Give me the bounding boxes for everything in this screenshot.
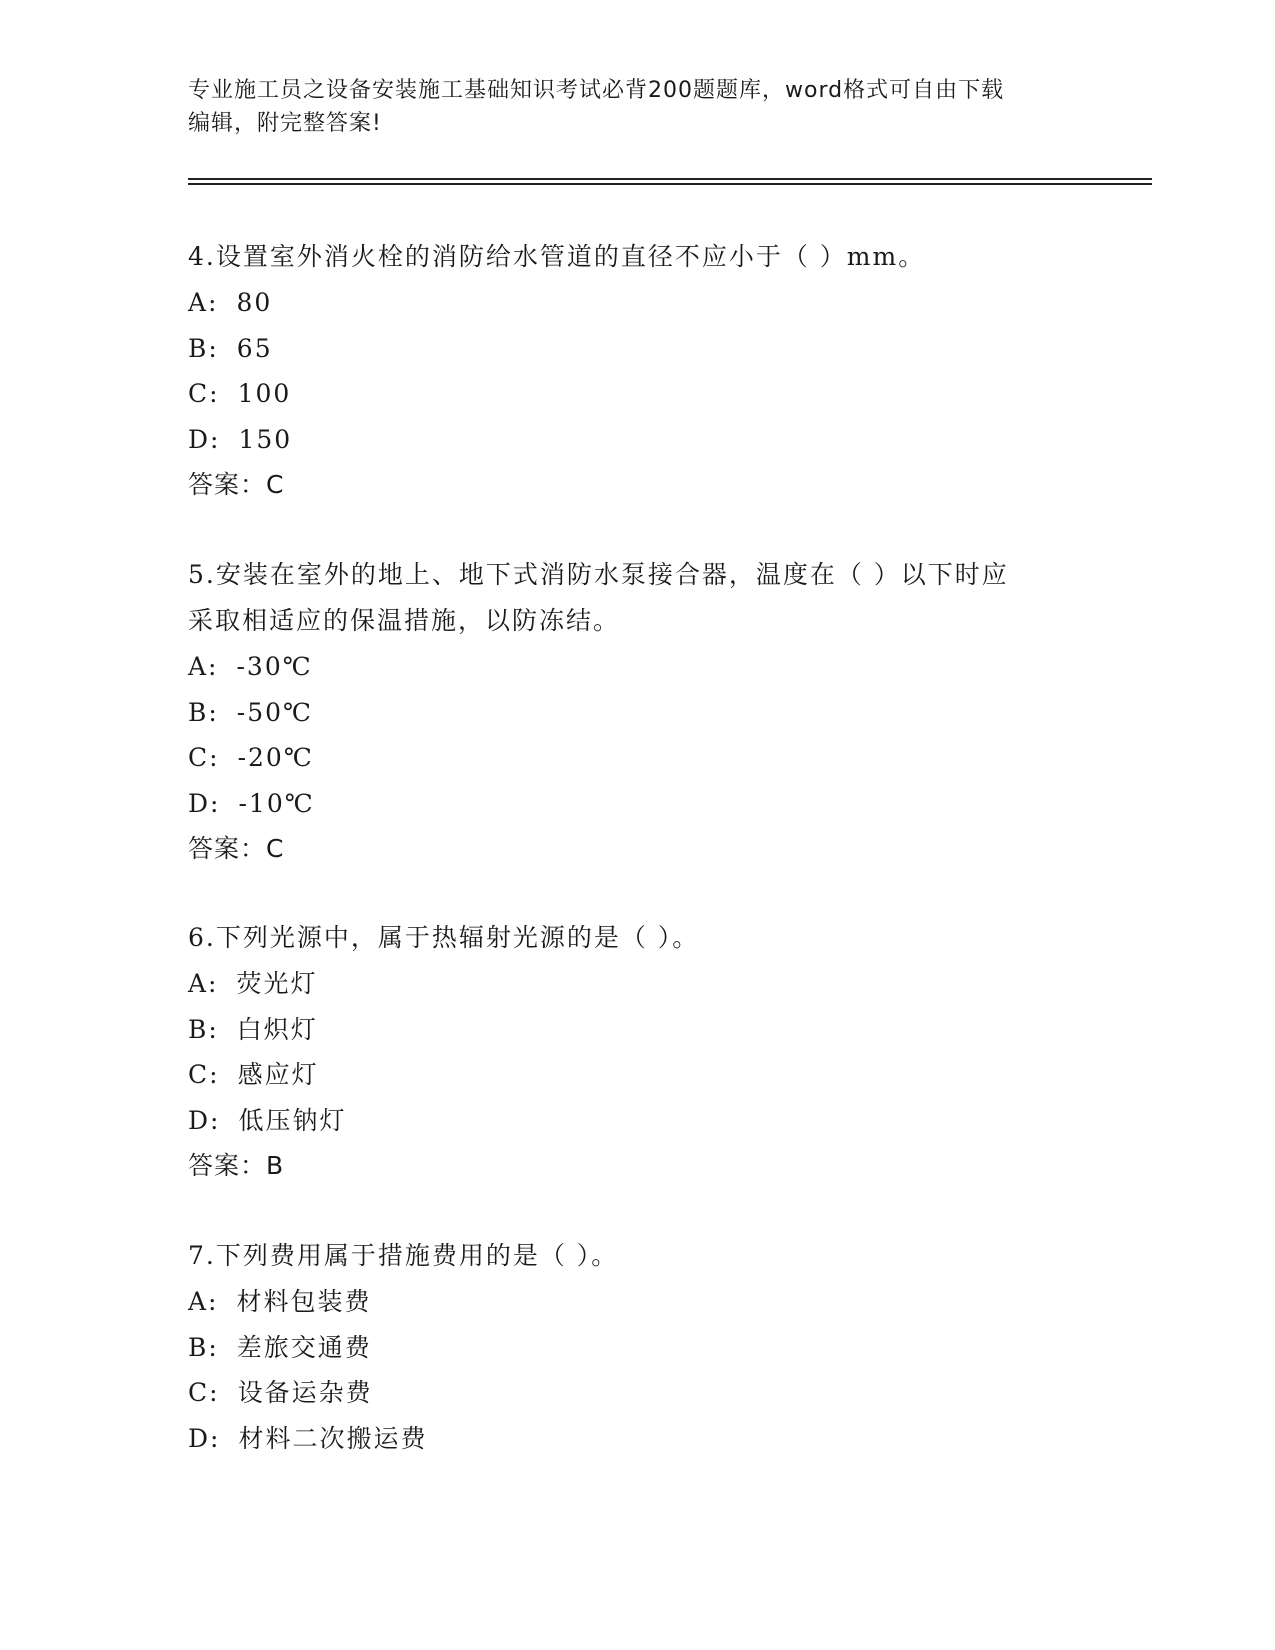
option-key: D:	[188, 1423, 221, 1453]
option-b	[188, 1325, 1088, 1371]
option-text: -30℃	[236, 652, 313, 681]
option-c	[188, 371, 1088, 417]
option-key: D:	[188, 1105, 221, 1135]
option-a	[188, 280, 1088, 326]
option-key: D:	[188, 424, 221, 454]
option-d	[188, 417, 1088, 463]
option-text: 65	[236, 333, 273, 363]
option-key: B:	[188, 1332, 219, 1362]
option-a	[188, 644, 1088, 690]
option-a	[188, 961, 1088, 1007]
option-text: 设备运杂费	[237, 1378, 373, 1407]
option-key: A:	[188, 288, 219, 317]
option-key: B:	[188, 1014, 219, 1044]
option-text: -50℃	[236, 697, 314, 727]
option-key: D:	[188, 788, 221, 818]
option-key: C:	[188, 1378, 220, 1407]
option-key: C:	[188, 743, 220, 772]
option-text: 材料包装费	[236, 1287, 372, 1316]
option-key: B:	[188, 333, 219, 363]
answer-line: 答案：B	[188, 1151, 285, 1180]
question-stem: 6.下列光源中，属于热辐射光源的是（ ）。	[188, 923, 700, 952]
option-text: 100	[237, 379, 292, 408]
question-stem-line-1: 5.安装在室外的地上、地下式消防水泵接合器，温度在（ ）以下时应	[188, 560, 1009, 589]
option-text: 差旅交通费	[236, 1332, 372, 1362]
option-key: A:	[188, 969, 219, 998]
option-text: -10℃	[238, 788, 315, 818]
question-stem: 7.下列费用属于措施费用的是（ ）。	[188, 1241, 619, 1270]
option-key: B:	[188, 697, 219, 727]
option-d	[188, 1416, 1088, 1462]
option-text: 150	[238, 424, 293, 454]
option-c	[188, 1370, 1088, 1416]
option-text: 白炽灯	[236, 1014, 318, 1044]
question-7	[188, 1233, 1088, 1461]
option-d	[188, 781, 1088, 827]
option-text: 荧光灯	[236, 969, 318, 998]
document-header	[188, 74, 1088, 140]
option-a	[188, 1279, 1088, 1325]
header-title-line-1: 专业施工员之设备安装施工基础知识考试必背200题题库，word格式可自由下载	[188, 78, 1005, 103]
header-title-line-2: 编辑，附完整答案!	[188, 111, 382, 136]
option-b	[188, 1007, 1088, 1053]
question-5	[188, 552, 1088, 872]
option-text: 低压钠灯	[238, 1105, 347, 1135]
question-4	[188, 234, 1088, 508]
option-key: C:	[188, 1060, 220, 1089]
header-divider-bottom	[188, 183, 1152, 185]
option-key: C:	[188, 379, 220, 408]
question-6	[188, 915, 1088, 1189]
answer-line: 答案：C	[188, 834, 285, 863]
option-b	[188, 326, 1088, 372]
answer-line: 答案：C	[188, 470, 285, 499]
option-c	[188, 1052, 1088, 1098]
option-c	[188, 735, 1088, 781]
option-d	[188, 1098, 1088, 1144]
option-key: A:	[188, 652, 219, 681]
question-stem-line-2: 采取相适应的保温措施，以防冻结。	[188, 606, 621, 635]
option-key: A:	[188, 1287, 219, 1316]
option-text: 80	[236, 288, 273, 317]
option-b	[188, 690, 1088, 736]
header-divider-top	[188, 178, 1152, 180]
question-stem: 4.设置室外消火栓的消防给水管道的直径不应小于（ ）mm。	[188, 242, 926, 271]
option-text: -20℃	[237, 743, 314, 772]
option-text: 材料二次搬运费	[238, 1423, 428, 1453]
option-text: 感应灯	[237, 1060, 319, 1089]
